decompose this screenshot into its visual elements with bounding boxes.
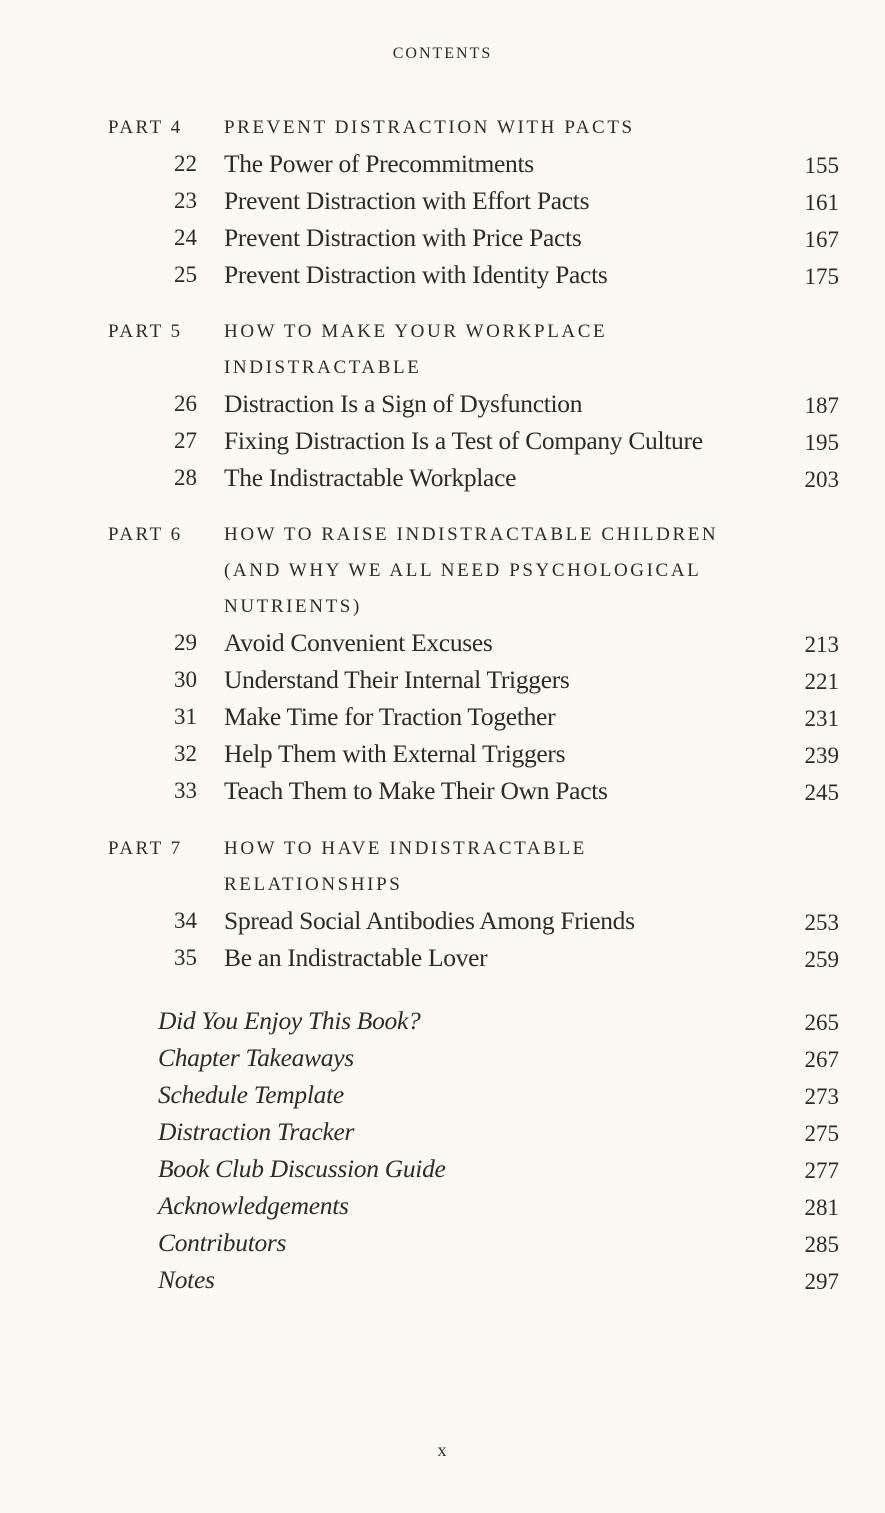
- chapter-title: The Indistractable Workplace: [224, 463, 517, 492]
- chapter-number: 25: [174, 262, 197, 287]
- chapter-number: 35: [174, 945, 197, 970]
- chapter-number: 23: [174, 188, 197, 213]
- chapter-page-number: 203: [804, 467, 839, 492]
- part-6-chapter-list: [0, 624, 885, 809]
- toc-entry[interactable]: [0, 182, 885, 219]
- toc-entry[interactable]: [0, 735, 885, 772]
- chapter-number: 24: [174, 225, 197, 250]
- chapter-number: 30: [174, 667, 197, 692]
- chapter-number: 26: [174, 391, 197, 416]
- part-title-line: RELATIONSHIPS: [224, 874, 403, 895]
- back-matter-page-number: 281: [804, 1195, 839, 1220]
- back-matter-page-number: 273: [804, 1084, 839, 1109]
- part-label: PART 5: [108, 321, 183, 342]
- chapter-number: 32: [174, 741, 197, 766]
- toc-entry[interactable]: [0, 1187, 885, 1224]
- toc-entry[interactable]: [0, 698, 885, 735]
- back-matter-page-number: 265: [804, 1010, 839, 1035]
- chapter-number: 22: [174, 151, 197, 176]
- back-matter-title: Notes: [158, 1265, 215, 1294]
- chapter-title: Teach Them to Make Their Own Pacts: [224, 776, 608, 805]
- back-matter-title: Chapter Takeaways: [158, 1043, 354, 1072]
- chapter-title: Understand Their Internal Triggers: [224, 665, 570, 694]
- toc-entry[interactable]: [0, 939, 885, 976]
- chapter-title: Prevent Distraction with Price Pacts: [224, 223, 582, 252]
- part-title: [224, 517, 804, 625]
- part-title: [224, 314, 804, 386]
- part-title-line: HOW TO HAVE INDISTRACTABLE: [224, 838, 587, 859]
- toc-entry[interactable]: [0, 1002, 885, 1039]
- part-title-line: INDISTRACTABLE: [224, 357, 422, 378]
- chapter-number: 31: [174, 704, 197, 729]
- toc-entry[interactable]: [0, 385, 885, 422]
- part-title-line: HOW TO MAKE YOUR WORKPLACE: [224, 321, 608, 342]
- back-matter-page-number: 285: [804, 1232, 839, 1257]
- toc-entry[interactable]: [0, 145, 885, 182]
- toc-entry[interactable]: [0, 459, 885, 496]
- toc-entry[interactable]: [0, 661, 885, 698]
- chapter-title: Make Time for Traction Together: [224, 702, 556, 731]
- toc-entry[interactable]: [0, 422, 885, 459]
- chapter-title: Prevent Distraction with Identity Pacts: [224, 260, 608, 289]
- part-label: PART 7: [108, 838, 183, 859]
- chapter-title: Prevent Distraction with Effort Pacts: [224, 186, 590, 215]
- chapter-page-number: 155: [804, 153, 839, 178]
- toc-entry[interactable]: [0, 624, 885, 661]
- part-title-line: NUTRIENTS): [224, 596, 362, 617]
- part-label: PART 4: [108, 117, 183, 138]
- chapter-title: Avoid Convenient Excuses: [224, 628, 493, 657]
- back-matter-title: Contributors: [158, 1228, 287, 1257]
- back-matter-page-number: 297: [804, 1269, 839, 1294]
- chapter-number: 29: [174, 630, 197, 655]
- chapter-page-number: 175: [804, 264, 839, 289]
- back-matter-title: Distraction Tracker: [158, 1117, 355, 1146]
- chapter-title: Help Them with External Triggers: [224, 739, 566, 768]
- chapter-page-number: 239: [804, 743, 839, 768]
- part-title-line: PREVENT DISTRACTION WITH PACTS: [224, 117, 635, 138]
- chapter-number: 33: [174, 778, 197, 803]
- chapter-page-number: 253: [804, 910, 839, 935]
- toc-entry[interactable]: [0, 1261, 885, 1298]
- toc-entry[interactable]: [0, 1224, 885, 1261]
- part-5-chapter-list: [0, 385, 885, 496]
- part-title-line: (AND WHY WE ALL NEED PSYCHOLOGICAL: [224, 560, 702, 581]
- chapter-page-number: 231: [804, 706, 839, 731]
- chapter-title: Fixing Distraction Is a Test of Company Culture: [224, 426, 703, 455]
- toc-entry[interactable]: [0, 1113, 885, 1150]
- toc-entry[interactable]: [0, 772, 885, 809]
- toc-entry[interactable]: [0, 219, 885, 256]
- chapter-title: The Power of Precommitments: [224, 149, 534, 178]
- chapter-page-number: 167: [804, 227, 839, 252]
- back-matter-title: Book Club Discussion Guide: [158, 1154, 446, 1183]
- running-head: CONTENTS: [392, 45, 493, 62]
- chapter-page-number: 187: [804, 393, 839, 418]
- chapter-title: Be an Indistractable Lover: [224, 943, 488, 972]
- part-title: [224, 110, 804, 146]
- chapter-page-number: 221: [804, 669, 839, 694]
- part-7-chapter-list: [0, 902, 885, 976]
- chapter-title: Distraction Is a Sign of Dysfunction: [224, 389, 583, 418]
- chapter-page-number: 161: [804, 190, 839, 215]
- chapter-page-number: 259: [804, 947, 839, 972]
- back-matter-title: Schedule Template: [158, 1080, 344, 1109]
- part-4-chapter-list: [0, 145, 885, 293]
- chapter-title: Spread Social Antibodies Among Friends: [224, 906, 635, 935]
- toc-entry[interactable]: [0, 1039, 885, 1076]
- chapter-page-number: 195: [804, 430, 839, 455]
- back-matter-title: Acknowledgements: [158, 1191, 349, 1220]
- chapter-number: 28: [174, 465, 197, 490]
- back-matter-title: Did You Enjoy This Book?: [158, 1006, 421, 1035]
- toc-entry[interactable]: [0, 902, 885, 939]
- chapter-page-number: 213: [804, 632, 839, 657]
- part-title-line: HOW TO RAISE INDISTRACTABLE CHILDREN: [224, 524, 719, 545]
- part-title: [224, 831, 804, 903]
- part-label: PART 6: [108, 524, 183, 545]
- toc-entry[interactable]: [0, 1150, 885, 1187]
- chapter-number: 27: [174, 428, 197, 453]
- toc-entry[interactable]: [0, 1076, 885, 1113]
- chapter-number: 34: [174, 908, 197, 933]
- back-matter-page-number: 267: [804, 1047, 839, 1072]
- back-matter-list: [0, 1002, 885, 1298]
- back-matter-page-number: 277: [804, 1158, 839, 1183]
- folio-page-number: x: [437, 1440, 448, 1460]
- back-matter-page-number: 275: [804, 1121, 839, 1146]
- toc-entry[interactable]: [0, 256, 885, 293]
- chapter-page-number: 245: [804, 780, 839, 805]
